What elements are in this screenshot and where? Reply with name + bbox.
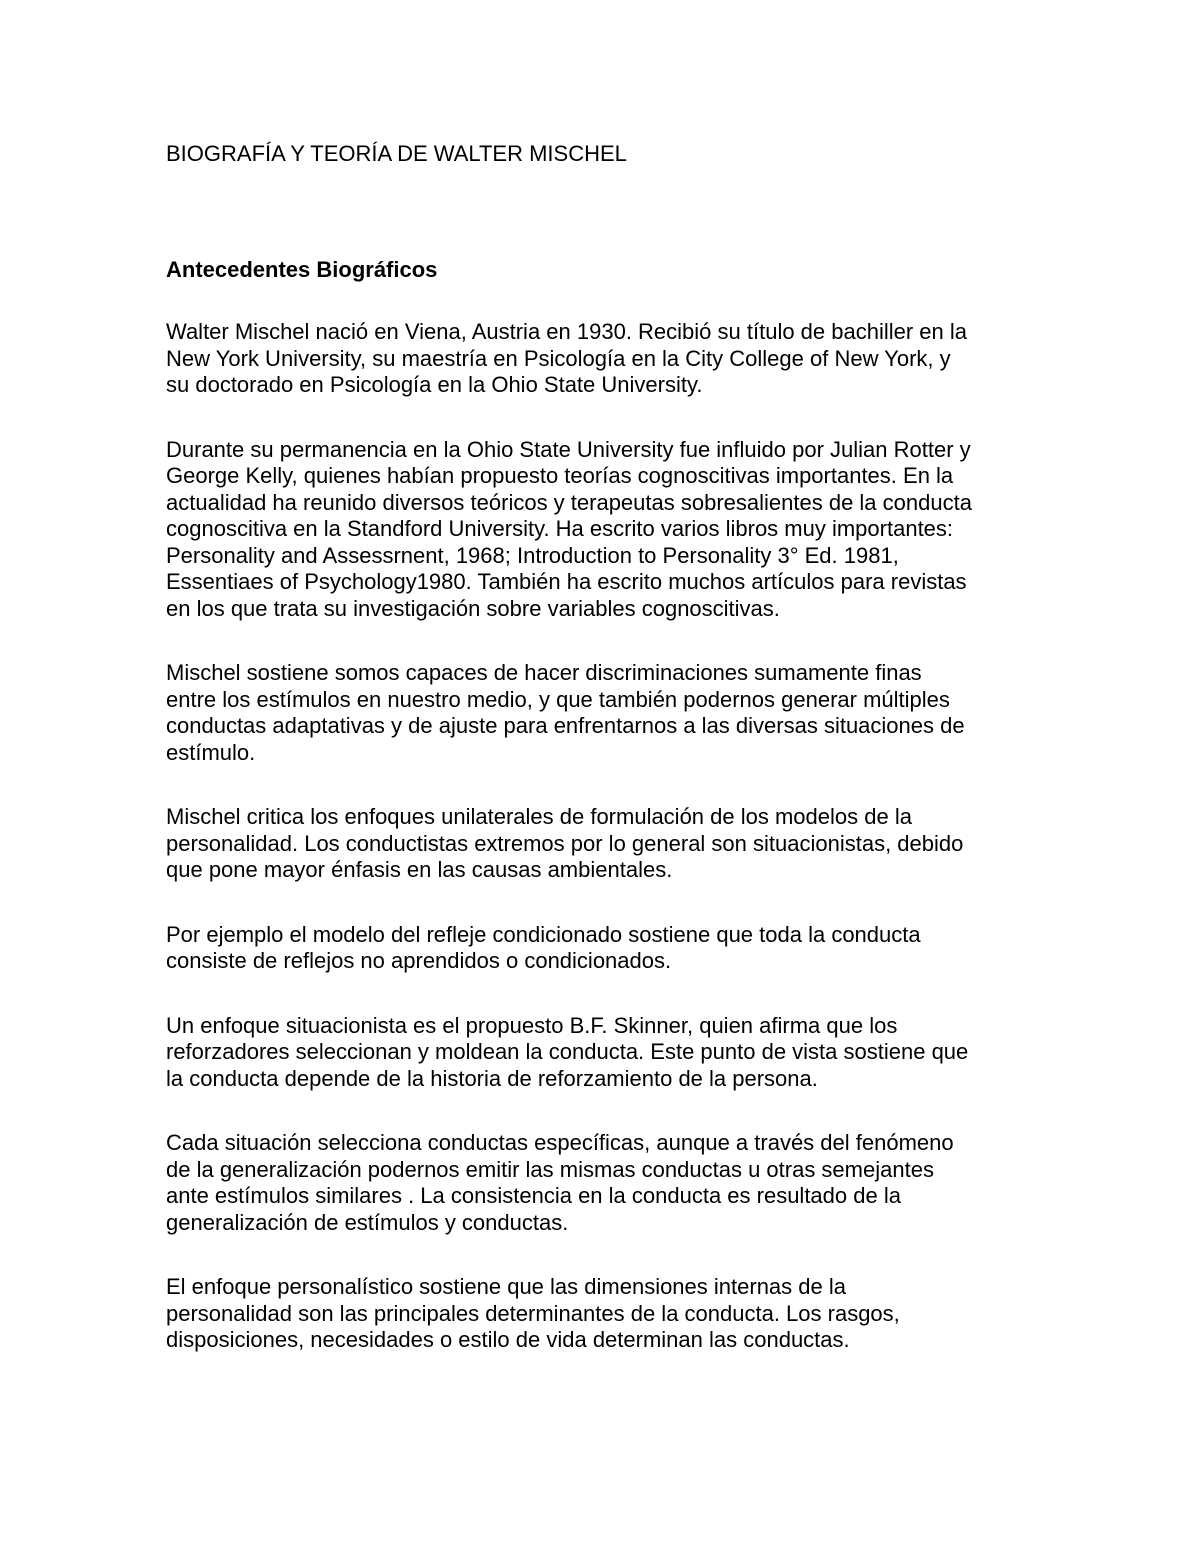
- paragraph-line: generalización de estímulos y conductas.: [166, 1209, 569, 1235]
- body-paragraph: [166, 922, 1046, 975]
- document-title: BIOGRAFÍA Y TEORÍA DE WALTER MISCHEL: [166, 141, 627, 166]
- paragraph-line: El enfoque personalístico sostiene que las dimensiones internas de la: [166, 1274, 846, 1299]
- paragraph-list: [166, 319, 1046, 1354]
- paragraph-line: estímulo.: [166, 739, 256, 765]
- body-paragraph: [166, 1130, 1046, 1236]
- paragraph-line: New York University, su maestría en Psicología en la City College of New York, y: [166, 345, 951, 371]
- body-paragraph: [166, 319, 1046, 399]
- paragraph-line: la conducta depende de la historia de reforzamiento de la persona.: [166, 1065, 818, 1091]
- body-paragraph: [166, 1274, 1046, 1354]
- section-heading: Antecedentes Biográficos: [166, 257, 438, 282]
- paragraph-line: conductas adaptativas y de ajuste para enfrentarnos a las diversas situaciones de: [166, 713, 965, 738]
- body-paragraph: [166, 804, 1046, 884]
- paragraph-line: su doctorado en Psicología en la Ohio State University.: [166, 372, 703, 397]
- paragraph-line: personalidad son las principales determinantes de la conducta. Los rasgos,: [166, 1300, 900, 1326]
- paragraph-line: Un enfoque situacionista es el propuesto B.F. Skinner, quien afirma que los: [166, 1012, 898, 1038]
- paragraph-line: en los que trata su investigación sobre variables cognoscitivas.: [166, 595, 780, 621]
- paragraph-line: Durante su permanencia en la Ohio State University fue influido por Julian Rotter y: [166, 436, 971, 462]
- paragraph-line: Personality and Assessrnent, 1968; Introduction to Personality 3° Ed. 1981,: [166, 542, 899, 568]
- paragraph-line: George Kelly, quienes habían propuesto teorías cognoscitivas importantes. En la: [166, 463, 954, 488]
- paragraph-line: Por ejemplo el modelo del refleje condicionado sostiene que toda la conducta: [166, 921, 921, 947]
- paragraph-line: entre los estímulos en nuestro medio, y que también podernos generar múltiples: [166, 686, 950, 712]
- paragraph-line: Mischel critica los enfoques unilaterales de formulación de los modelos de la: [166, 804, 912, 829]
- paragraph-line: personalidad. Los conductistas extremos por lo general son situacionistas, debido: [166, 830, 964, 856]
- paragraph-line: disposiciones, necesidades o estilo de vida determinan las conductas.: [166, 1327, 850, 1352]
- paragraph-line: de la generalización podernos emitir las mismas conductas u otras semejantes: [166, 1156, 934, 1182]
- paragraph-line: actualidad ha reunido diversos teóricos y terapeutas sobresalientes de la conducta: [166, 489, 972, 515]
- paragraph-line: ante estímulos similares . La consistencia en la conducta es resultado de la: [166, 1183, 901, 1208]
- body-paragraph: [166, 1013, 1046, 1093]
- body-paragraph: [166, 437, 1046, 623]
- paragraph-line: cognoscitiva en la Standford University. Ha escrito varios libros muy importantes:: [166, 516, 954, 541]
- paragraph-line: Mischel sostiene somos capaces de hacer discriminaciones sumamente finas: [166, 660, 922, 685]
- paragraph-line: que pone mayor énfasis en las causas ambientales.: [166, 857, 673, 882]
- paragraph-line: reforzadores seleccionan y moldean la conducta. Este punto de vista sostiene que: [166, 1039, 969, 1064]
- document-body: [166, 140, 1046, 1354]
- body-paragraph: [166, 660, 1046, 766]
- paragraph-line: consiste de reflejos no aprendidos o condicionados.: [166, 948, 672, 973]
- paragraph-line: Cada situación selecciona conductas específicas, aunque a través del fenómeno: [166, 1130, 954, 1155]
- paragraph-line: Essentiaes of Psychology1980. También ha escrito muchos artículos para revistas: [166, 569, 967, 594]
- paragraph-line: Walter Mischel nació en Viena, Austria en 1930. Recibió su título de bachiller en la: [166, 319, 968, 344]
